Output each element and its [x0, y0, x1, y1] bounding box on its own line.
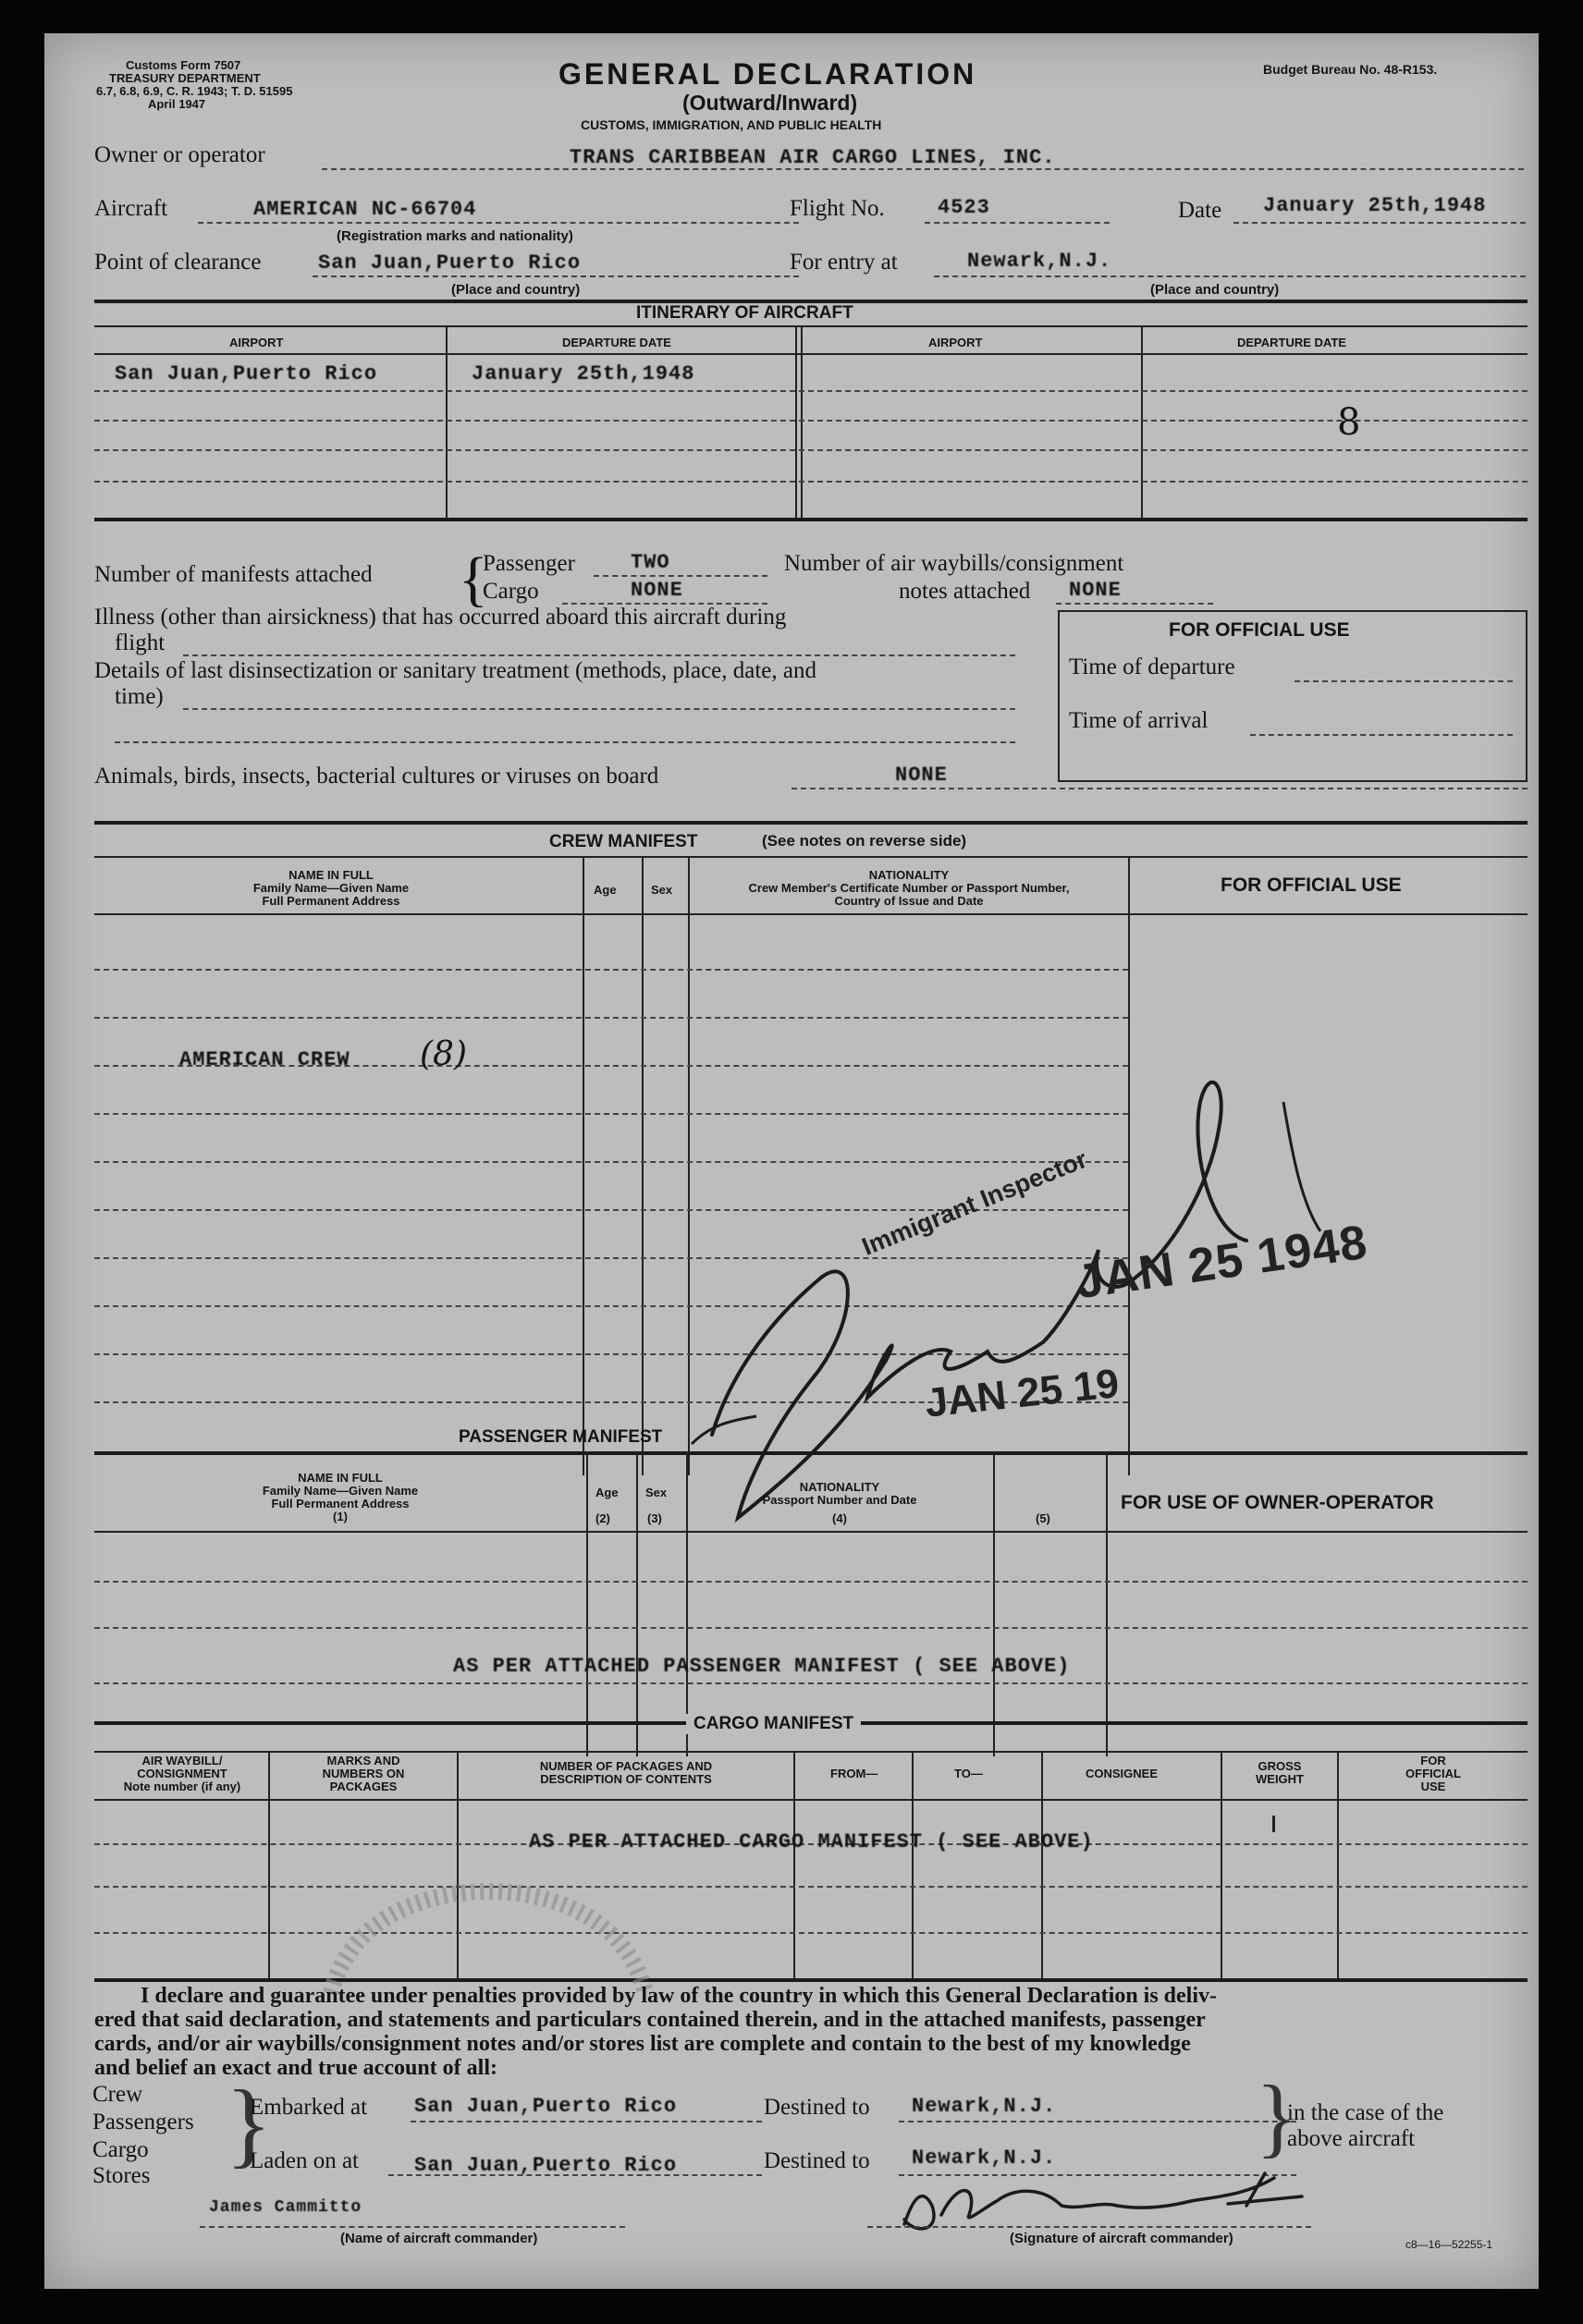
official-arrival-label: Time of arrival [1069, 708, 1209, 733]
passenger-manifest-line [594, 575, 767, 577]
laden-value: San Juan,Puerto Rico [414, 2154, 678, 2177]
aircraft-note: (Registration marks and nationality) [337, 228, 573, 244]
cargo-official-header-3: USE [1420, 1780, 1446, 1793]
destined-value-2: Newark,N.J. [912, 2147, 1057, 2170]
cargo-marks-header-2: NUMBERS ON [322, 1767, 405, 1780]
animals-label: Animals, birds, insects, bacterial cultures or viruses on board [94, 764, 659, 789]
inspector-stamp: Immigrant Inspector [858, 1144, 1091, 1261]
declaration-brace: } [226, 2071, 272, 2177]
cargo-waybill-header-2: CONSIGNMENT [137, 1767, 227, 1780]
declaration-cargo: Cargo [92, 2137, 149, 2162]
passenger-col-line-4 [993, 1451, 995, 1756]
cargo-col-line-3 [793, 1751, 795, 1980]
passenger-name-header-2: Family Name—Given Name [262, 1484, 419, 1498]
passenger-row-2 [94, 1627, 1528, 1629]
case-brace: } [1256, 2067, 1299, 2166]
cargo-row-3 [94, 1932, 1528, 1934]
crew-top-rule [94, 821, 1528, 825]
crew-col-line-2 [642, 856, 644, 1475]
destined-value-1: Newark,N.J. [912, 2095, 1057, 2118]
itinerary-header-rule [94, 353, 1528, 355]
illness-label-1: Illness (other than airsickness) that has occurred aboard this aircraft during [94, 605, 787, 630]
manifests-count-label: Number of manifests attached [94, 562, 373, 587]
form-id-line-3: 6.7, 6.8, 6.9, C. R. 1943; T. D. 51595 [96, 84, 293, 98]
animals-line [792, 788, 1528, 789]
passenger-col-line-5 [1106, 1451, 1108, 1756]
passenger-nat-num: (4) [832, 1511, 847, 1525]
waybills-label-1: Number of air waybills/consignment [784, 551, 1124, 576]
date-value: January 25th,1948 [1263, 194, 1487, 217]
cargo-packages-header-2: DESCRIPTION OF CONTENTS [540, 1772, 712, 1786]
laden-label: Laden on at [250, 2148, 360, 2173]
embarked-label: Embarked at [250, 2095, 368, 2120]
waybills-line [1056, 603, 1213, 605]
cargo-marks-header-1: MARKS AND [326, 1754, 400, 1767]
declaration-passengers: Passengers [92, 2110, 194, 2134]
crew-name-header-3: Full Permanent Address [262, 894, 400, 908]
passenger-row-3 [94, 1682, 1528, 1684]
itinerary-bottom-rule [94, 518, 1528, 521]
cargo-weight-header-1: GROSS [1258, 1759, 1302, 1773]
crew-official-header: FOR OFFICIAL USE [1221, 875, 1402, 896]
passenger-name-header-3: Full Permanent Address [271, 1497, 410, 1511]
itinerary-airport-header-2: AIRPORT [928, 336, 983, 349]
itinerary-row-4 [94, 481, 1528, 483]
form-subtitle: CUSTOMS, IMMIGRATION, AND PUBLIC HEALTH [581, 117, 882, 132]
passenger-entry: AS PER ATTACHED PASSENGER MANIFEST ( SEE ABOVE) [453, 1655, 1071, 1678]
cargo-official-header-2: OFFICIAL [1405, 1767, 1461, 1780]
entry-value: Newark,N.J. [967, 250, 1112, 273]
destined-label-2: Destined to [764, 2148, 870, 2173]
itinerary-row-2 [94, 420, 1528, 422]
declaration-stores: Stores [92, 2163, 151, 2188]
cargo-manifest-value: NONE [631, 579, 683, 602]
passenger-top-rule [94, 1451, 1528, 1455]
waybills-value: NONE [1069, 579, 1122, 602]
passenger-row-1 [94, 1581, 1528, 1583]
crew-entry-handwritten: (8) [420, 1035, 467, 1073]
crew-entry: AMERICAN CREW [179, 1048, 350, 1071]
form-id-line-2: TREASURY DEPARTMENT [109, 71, 261, 85]
official-use-title: FOR OFFICIAL USE [1169, 619, 1350, 641]
crew-nat-header-1: NATIONALITY [868, 868, 950, 882]
passenger-col-line-3 [686, 1451, 688, 1756]
crew-header-rule [94, 913, 1528, 915]
itinerary-airport-header-1: AIRPORT [229, 336, 284, 349]
itinerary-handwritten-mark: 8 [1337, 401, 1361, 444]
owner-label: Owner or operator [94, 142, 265, 167]
destined-line-1 [899, 2121, 1296, 2122]
clearance-line [313, 275, 799, 277]
itinerary-title: ITINERARY OF AIRCRAFT [636, 303, 853, 323]
official-departure-line [1295, 680, 1513, 682]
form-direction: (Outward/Inward) [682, 91, 858, 115]
crew-title-rule [94, 856, 1528, 858]
commander-name-line [200, 2226, 625, 2228]
aircraft-value: AMERICAN NC-66704 [253, 198, 477, 221]
inspector-date-stamp: JAN 25 1948 [1073, 1215, 1371, 1310]
passenger-owner-header: FOR USE OF OWNER-OPERATOR [1121, 1492, 1434, 1513]
case-line-2: above aircraft [1287, 2126, 1416, 2151]
declaration-line-4: and belief an exact and true account of all: [94, 2056, 497, 2080]
manifests-brace: { [459, 545, 488, 613]
date-label: Date [1178, 198, 1222, 223]
passenger-manifest-value: TWO [631, 551, 670, 574]
form-id-line-1: Customs Form 7507 [126, 58, 241, 72]
aircraft-label: Aircraft [94, 196, 168, 221]
passenger-col-line-1 [586, 1451, 588, 1756]
crew-nat-header-2: Crew Member's Certificate Number or Passport Number, [748, 881, 1070, 895]
official-departure-label: Time of departure [1069, 654, 1235, 679]
passenger-manifest-label: Passenger [483, 551, 575, 576]
clearance-note: (Place and country) [451, 282, 581, 298]
clearance-value: San Juan,Puerto Rico [318, 251, 582, 275]
crew-col-line-1 [583, 856, 584, 1475]
cargo-waybill-header-1: AIR WAYBILL/ [141, 1754, 223, 1767]
disinsect-label-1: Details of last disinsectization or sanitary treatment (methods, place, date, and [94, 658, 816, 683]
crew-title-note: (See notes on reverse side) [762, 832, 967, 850]
itinerary-departure-header-1: DEPARTURE DATE [562, 336, 671, 349]
cargo-manifest-label: Cargo [483, 579, 539, 604]
itinerary-row-1 [94, 390, 1528, 392]
signature-line [867, 2226, 1311, 2228]
cargo-title-rule [94, 1751, 1528, 1753]
declaration-line-1: I declare and guarantee under penalties provided by law of the country in which this General Declaration is deliv- [141, 1984, 1218, 2008]
commander-name-note: (Name of aircraft commander) [340, 2231, 538, 2246]
passenger-name-header-1: NAME IN FULL [298, 1471, 383, 1485]
passenger-sex-header: Sex [645, 1486, 668, 1499]
flight-label: Flight No. [790, 196, 885, 221]
cargo-packages-header-1: NUMBER OF PACKAGES AND [539, 1759, 713, 1773]
cargo-title: CARGO MANIFEST [686, 1714, 861, 1734]
illness-line [183, 654, 1015, 656]
flight-value: 4523 [938, 196, 990, 219]
declaration-line-2: ered that said declaration, and statements and particulars contained therein, and in the attached manifests, passenger [94, 2008, 1206, 2032]
crew-sex-header: Sex [651, 883, 673, 897]
print-code: c8—16—52255-1 [1405, 2238, 1493, 2251]
crew-title: CREW MANIFEST [549, 832, 698, 851]
declaration-crew: Crew [92, 2082, 143, 2107]
owner-value: TRANS CARIBBEAN AIR CARGO LINES, INC. [570, 146, 1056, 169]
budget-number: Budget Bureau No. 48-R153. [1263, 62, 1438, 77]
passenger-sex-num: (3) [647, 1511, 662, 1525]
declaration-line-3: cards, and/or air waybills/consignment notes and/or stores list are complete and contain to the best of my knowledge [94, 2032, 1191, 2056]
cargo-col-line-5 [1041, 1751, 1043, 1980]
crew-name-header-1: NAME IN FULL [288, 868, 374, 882]
embarked-line [411, 2121, 762, 2122]
passenger-age-num: (2) [595, 1511, 610, 1525]
crew-nat-header-3: Country of Issue and Date [834, 894, 984, 908]
form-sheet [44, 33, 1539, 2289]
cargo-marks-header-3: PACKAGES [329, 1780, 398, 1793]
itinerary-title-rule [94, 325, 1528, 327]
waybills-label-2: notes attached [899, 579, 1031, 604]
clearance-label: Point of clearance [94, 250, 262, 275]
cargo-weight-tick [1272, 1816, 1275, 1832]
disinsect-label-2: time) [115, 684, 164, 709]
cargo-to-header: TO— [954, 1767, 983, 1780]
crew-age-header: Age [594, 883, 617, 897]
crew-row-2 [94, 1017, 1128, 1019]
itinerary-airport-value: San Juan,Puerto Rico [115, 362, 378, 385]
cargo-from-header: FROM— [830, 1767, 878, 1780]
cargo-col-line-4 [912, 1751, 914, 1980]
crew-name-header-2: Family Name—Given Name [252, 881, 410, 895]
entry-note: (Place and country) [1150, 282, 1280, 298]
cargo-entry: AS PER ATTACHED CARGO MANIFEST ( SEE ABOVE) [529, 1830, 1094, 1853]
destined-label-1: Destined to [764, 2095, 870, 2120]
entry-line [934, 275, 1526, 277]
cargo-row-2 [94, 1886, 1528, 1888]
animals-value: NONE [895, 764, 948, 787]
flight-line [925, 222, 1110, 224]
passenger-nat-header-1: NATIONALITY [799, 1480, 880, 1494]
cargo-official-header-1: FOR [1420, 1754, 1446, 1767]
commander-name-value: James Cammitto [209, 2198, 362, 2217]
crew-row-1 [94, 969, 1128, 971]
cargo-bottom-rule [94, 1978, 1528, 1982]
itinerary-row-3 [94, 449, 1528, 451]
disinsect-line-1 [183, 708, 1015, 710]
cargo-weight-header-2: WEIGHT [1256, 1772, 1304, 1786]
signature-note: (Signature of aircraft commander) [1010, 2231, 1233, 2246]
passenger-col-line-2 [636, 1451, 638, 1756]
second-date-stamp: JAN 25 19 [923, 1361, 1122, 1426]
passenger-nat-header-2: Passport Number and Date [762, 1493, 917, 1507]
embarked-value: San Juan,Puerto Rico [414, 2095, 678, 2118]
entry-label: For entry at [790, 250, 898, 275]
passenger-title: PASSENGER MANIFEST [459, 1427, 663, 1447]
disinsect-line-2 [115, 741, 1015, 743]
cargo-header-rule [94, 1799, 1528, 1801]
aircraft-line [198, 222, 799, 224]
itinerary-departure-value: January 25th,1948 [472, 362, 695, 385]
passenger-col5-num: (5) [1036, 1511, 1050, 1525]
passenger-name-header-num: (1) [333, 1510, 348, 1523]
illness-label-2: flight [115, 630, 166, 655]
date-line [1233, 222, 1526, 224]
official-arrival-line [1250, 734, 1513, 736]
case-line-1: in the case of the [1287, 2100, 1444, 2125]
itinerary-departure-header-2: DEPARTURE DATE [1237, 336, 1346, 349]
form-id-line-4: April 1947 [148, 97, 206, 111]
form-title: GENERAL DECLARATION [558, 57, 977, 91]
cargo-consignee-header: CONSIGNEE [1086, 1767, 1159, 1780]
passenger-header-rule [94, 1531, 1528, 1533]
cargo-waybill-header-3: Note number (if any) [123, 1780, 241, 1793]
passenger-age-header: Age [595, 1486, 619, 1499]
